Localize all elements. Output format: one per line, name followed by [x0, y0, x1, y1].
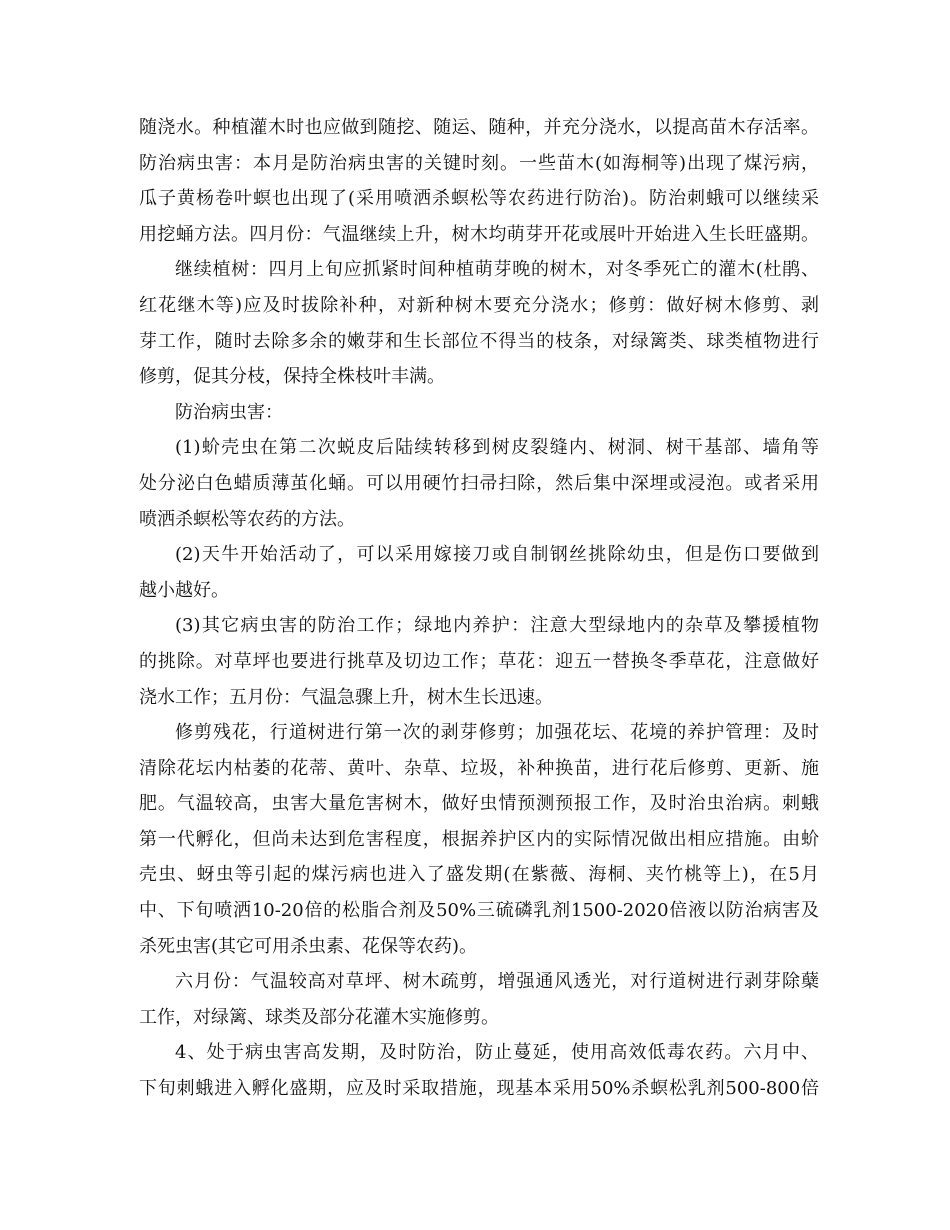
text-line: 浇水工作；五月份：气温急骤上升，树木生长迅速。 — [139, 686, 553, 708]
text-line: (3)其它病虫害的防治工作；绿地内养护：注意大型绿地内的杂草及攀援植物 — [175, 615, 819, 637]
text-line: 喷洒杀螟松等农药的方法。 — [139, 508, 355, 530]
text-line: 六月份：气温较高对草坪、树木疏剪，增强通风透光，对行道树进行剥芽除蘖 — [175, 971, 819, 993]
text-line: 工作，对绿篱、球类及部分花灌木实施修剪。 — [139, 1006, 499, 1028]
text-line: 红花继木等)应及时拔除补种，对新种树木要充分浇水；修剪：做好树木修剪、剥 — [139, 294, 819, 316]
text-line: 4、处于病虫害高发期，及时防治，防止蔓延，使用高效低毒农药。六月中、 — [175, 1042, 819, 1064]
text-line: 瓜子黄杨卷叶螟也出现了(采用喷洒杀螟松等农药进行防治)。防治刺蛾可以继续采 — [139, 188, 819, 210]
text-line: 肥。气温较高，虫害大量危害树木，做好虫情预测预报工作，及时治虫治病。刺蛾 — [139, 793, 819, 815]
text-line: 芽工作，随时去除多余的嫩芽和生长部位不得当的枝条，对绿篱类、球类植物进行 — [139, 330, 819, 352]
text-line: 用挖蛹方法。四月份：气温继续上升，树木均萌芽开花或展叶开始进入生长旺盛期。 — [139, 223, 819, 245]
document-body — [139, 110, 819, 1107]
text-line: 杀死虫害(其它可用杀虫素、花保等农药)。 — [139, 935, 478, 957]
text-line: (1)蚧壳虫在第二次蜕皮后陆续转移到树皮裂缝内、树洞、树干基部、墙角等 — [175, 437, 819, 459]
text-line: 防治病虫害：本月是防治病虫害的关键时刻。一些苗木(如海桐等)出现了煤污病， — [139, 152, 819, 174]
text-line: 随浇水。种植灌木时也应做到随挖、随运、随种，并充分浇水，以提高苗木存活率。 — [139, 117, 819, 138]
text-line: 清除花坛内枯萎的花蒂、黄叶、杂草、垃圾，补种换苗，进行花后修剪、更新、施 — [139, 757, 819, 779]
text-line: (2)天牛开始活动了，可以采用嫁接刀或自制钢丝挑除幼虫，但是伤口要做到 — [175, 544, 819, 566]
text-line: 的挑除。对草坪也要进行挑草及切边工作；草花：迎五一替换冬季草花，注意做好 — [139, 650, 819, 672]
text-line: 防治病虫害： — [175, 401, 283, 423]
text-line: 继续植树：四月上旬应抓紧时间种植萌芽晚的树木，对冬季死亡的灌木(杜鹃、 — [175, 259, 819, 281]
text-line: 第一代孵化，但尚未达到危害程度，根据养护区内的实际情况做出相应措施。由蚧 — [139, 828, 819, 850]
text-line: 修剪，促其分枝，保持全株枝叶丰满。 — [139, 366, 445, 388]
text-line: 修剪残花，行道树进行第一次的剥芽修剪；加强花坛、花境的养护管理：及时 — [175, 722, 819, 744]
text-line: 处分泌白色蜡质薄茧化蛹。可以用硬竹扫帚扫除，然后集中深埋或浸泡。或者采用 — [139, 472, 819, 494]
text-line: 下旬刺蛾进入孵化盛期，应及时采取措施，现基本采用50%杀螟松乳剂500-800倍 — [139, 1078, 819, 1100]
text-line: 越小越好。 — [139, 579, 229, 601]
text-line: 壳虫、蚜虫等引起的煤污病也进入了盛发期(在紫薇、海桐、夹竹桃等上)，在5月 — [139, 864, 819, 886]
text-line: 中、下旬喷洒10-20倍的松脂合剂及50%三硫磷乳剂1500-2020倍液以防治病害及 — [139, 900, 819, 922]
